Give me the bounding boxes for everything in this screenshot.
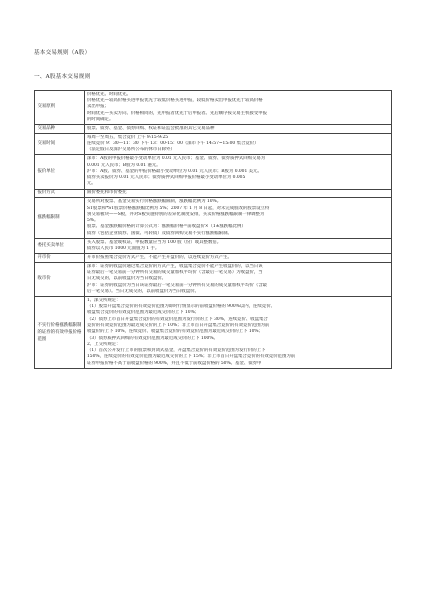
row-content-closing-price [85, 262, 392, 296]
content-line: 价格优先—较高价格买进申报优先于较低价格买进申报，较低价格卖出申报优先于较高价格 [87, 98, 263, 104]
row-content-quote-method [85, 189, 392, 198]
content-line: 后一笔交易）。当日无成交的，以前收盘价为当日收盘价。 [87, 288, 199, 294]
table-row [35, 155, 392, 189]
content-line: （法定假日及深沪交易所公布的休市日除外） [87, 147, 175, 153]
row-content-valid-quote-range [85, 296, 392, 368]
row-label-quote-method: 报价方式 [35, 189, 85, 198]
content-line: 1、深交所规定： [87, 297, 121, 303]
trading-rules-table [34, 90, 392, 369]
table-row [35, 133, 392, 154]
content-line: 5%。 [87, 218, 99, 224]
section-title: 一、A股基本交易规则 [34, 74, 91, 80]
row-label-opening-price: 开市价 [35, 253, 85, 262]
content-line: 卖出申报； [87, 104, 109, 110]
row-content-price-limit [85, 198, 392, 238]
row-content-quote-unit [85, 155, 392, 189]
content-line: 沪市：证券的收盘价为当日该证券最后一笔交易前一分钟所有交易的成交量加权平均价（含最 [87, 282, 268, 288]
content-line: 连续竞价 9：30—11：30 下午 13：00-15：00（深市下午 14:57~15:00 集合竞价） [87, 141, 259, 147]
content-line: 的时间确定。 [87, 116, 114, 122]
row-label-price-limit: 涨跌幅限制 [35, 198, 85, 238]
content-line: 股票、基金涨跌幅价格的计算公式为：涨跌幅价格=前收盘价×（1±涨跌幅比例） [87, 224, 246, 230]
content-line: 限价委托和市价委托 [87, 190, 127, 196]
table-row [35, 125, 392, 134]
content-line: 每周一至周五，集合竞价 上午 9:15-9:25 [87, 134, 169, 140]
content-line: （1）股票开盘集合竞价的有效竞价范围为即时行情显示的前收盘价格的 900%以内，连续竞价、 [87, 304, 275, 310]
content-line: 证券最后一笔交易前一分钟所有交易的成交量加权平均价（含最后一笔交易）为收盘价，当 [87, 269, 263, 275]
content-line: 元。 [87, 181, 96, 187]
content-line: 别交易板块——S板，并对S板实施特别的差异化制度安排，买卖价格涨跌幅限制一律调整为 [87, 211, 265, 217]
content-line: 交易所对股票、基金交易实行价格涨跌幅限制，涨跌幅比例为 10%。 [87, 199, 222, 205]
content-line: 时间优先—买卖方向、价格相同的，先申报者优先于后申报者。先后顺序按交易主机接受申报 [87, 110, 268, 116]
row-label-order-unit: 委托买卖单位 [35, 238, 85, 253]
content-line: 日无成交的，以前收盘价为当日收盘价。 [87, 276, 167, 282]
row-label-trading-hours: 交易时间 [35, 133, 85, 154]
table-row [35, 189, 392, 198]
row-content-opening-price [85, 253, 392, 262]
table-row [35, 238, 392, 253]
row-label-trading-varieties: 交易品种 [35, 125, 85, 134]
content-line: 收盘集合竞价的有效竞价范围为最近成交价的上下 10%； [87, 310, 200, 316]
content-line: （1）首次公开发行上市的股票和封闭式基金，开盘集合竞价的有效竞价范围为发行价的上下 [87, 348, 266, 354]
content-line: 股票、债券、基金、债券回购、权证和证监会批准的其它交易品种 [87, 125, 215, 131]
content-line: 2、上交所规定： [87, 341, 121, 347]
row-label-closing-price: 收市价 [35, 262, 85, 296]
table-row [35, 91, 392, 125]
row-content-trading-principle [85, 91, 392, 125]
row-label-trading-principle: 交易原则 [35, 91, 85, 125]
content-line: 买入股票、基金或权证，申报数量应当为 100 股（份）或其整数倍。 [87, 239, 222, 245]
content-line: 债券（包括企业债券、国债、可转债）及债券回购交易不实行涨跌幅限制。 [87, 230, 232, 236]
row-content-trading-varieties [85, 125, 392, 134]
row-label-valid-quote-range: 不实行价格涨跌幅限制的证券的有效申报价格范围 [35, 296, 85, 368]
content-line: 证券申报价格不高于前收盘价格的 900%，并且不低于前收盘价格的 50%。基金、债券申 [87, 360, 262, 366]
document-title: 基本交易规则（A股） [34, 50, 91, 56]
content-line: （3）债券质押式回购的有效竞价范围为最近成交价的上下 100%。 [87, 335, 218, 341]
content-line: 沪市：A股、债券、基金的申报价格最小变动单位为 0.01 元人民币；B股为 0.001 美元。 [87, 168, 262, 174]
content-line: 竞价的有效竞价范围为最近成交价的上下 10%；非上市首日开盘集合竞价的有效竞价范围为前 [87, 322, 270, 328]
table-row [35, 296, 392, 368]
row-content-trading-hours [85, 133, 392, 154]
content-line: 开市价按照集合竞价方式产生，不能产生开盘价的，以连续竞价方式产生。 [87, 254, 232, 260]
content-line: 深市：A股的申报价格最小变动单位为 0.01 元人民币；基金、债券、债券质押式回购交易为 [87, 156, 266, 162]
row-label-quote-unit: 报价单位 [35, 155, 85, 189]
content-line: （2）债券上市首日开盘集合竞价的有效竞价范围为发行价的上下 30%，连续竞价、收盘集合 [87, 316, 268, 322]
table-row [35, 253, 392, 262]
content-line: 债券买卖报价为 0.01 元人民币；债券质押式回购申报价格最小变动单位为 0.005 [87, 175, 246, 181]
content-line: 深市：证券的收盘价通过集合竞价的方式产生，收盘集合竞价不能产生收盘价的，以当日该 [87, 263, 263, 269]
table-row [35, 198, 392, 238]
row-content-order-unit [85, 238, 392, 253]
content-line: 0.001 元人民币；B股为 0.01 港元。 [87, 162, 161, 168]
content-line: ST股票和*ST股票价格涨跌幅比例为 5%；2007 年 1 月 8 日起，对未完成股改的股票设立特 [87, 205, 270, 211]
content-line: 收盘价的上下 10%，连续竞价、收盘集合竞价的有效竞价范围为最近成交价的上下 10%； [87, 329, 263, 335]
table-row [35, 262, 392, 296]
content-line: 150%，连续竞价的有效竞价范围为最近成交价的上下 15%；非上市首日开盘集合竞价的有效竞价范围为前 [87, 354, 296, 360]
content-line: 价格优先、时间优先。 [87, 91, 131, 97]
content-line: 债券以人民币 1000 元面值为 1 手。 [87, 245, 160, 251]
